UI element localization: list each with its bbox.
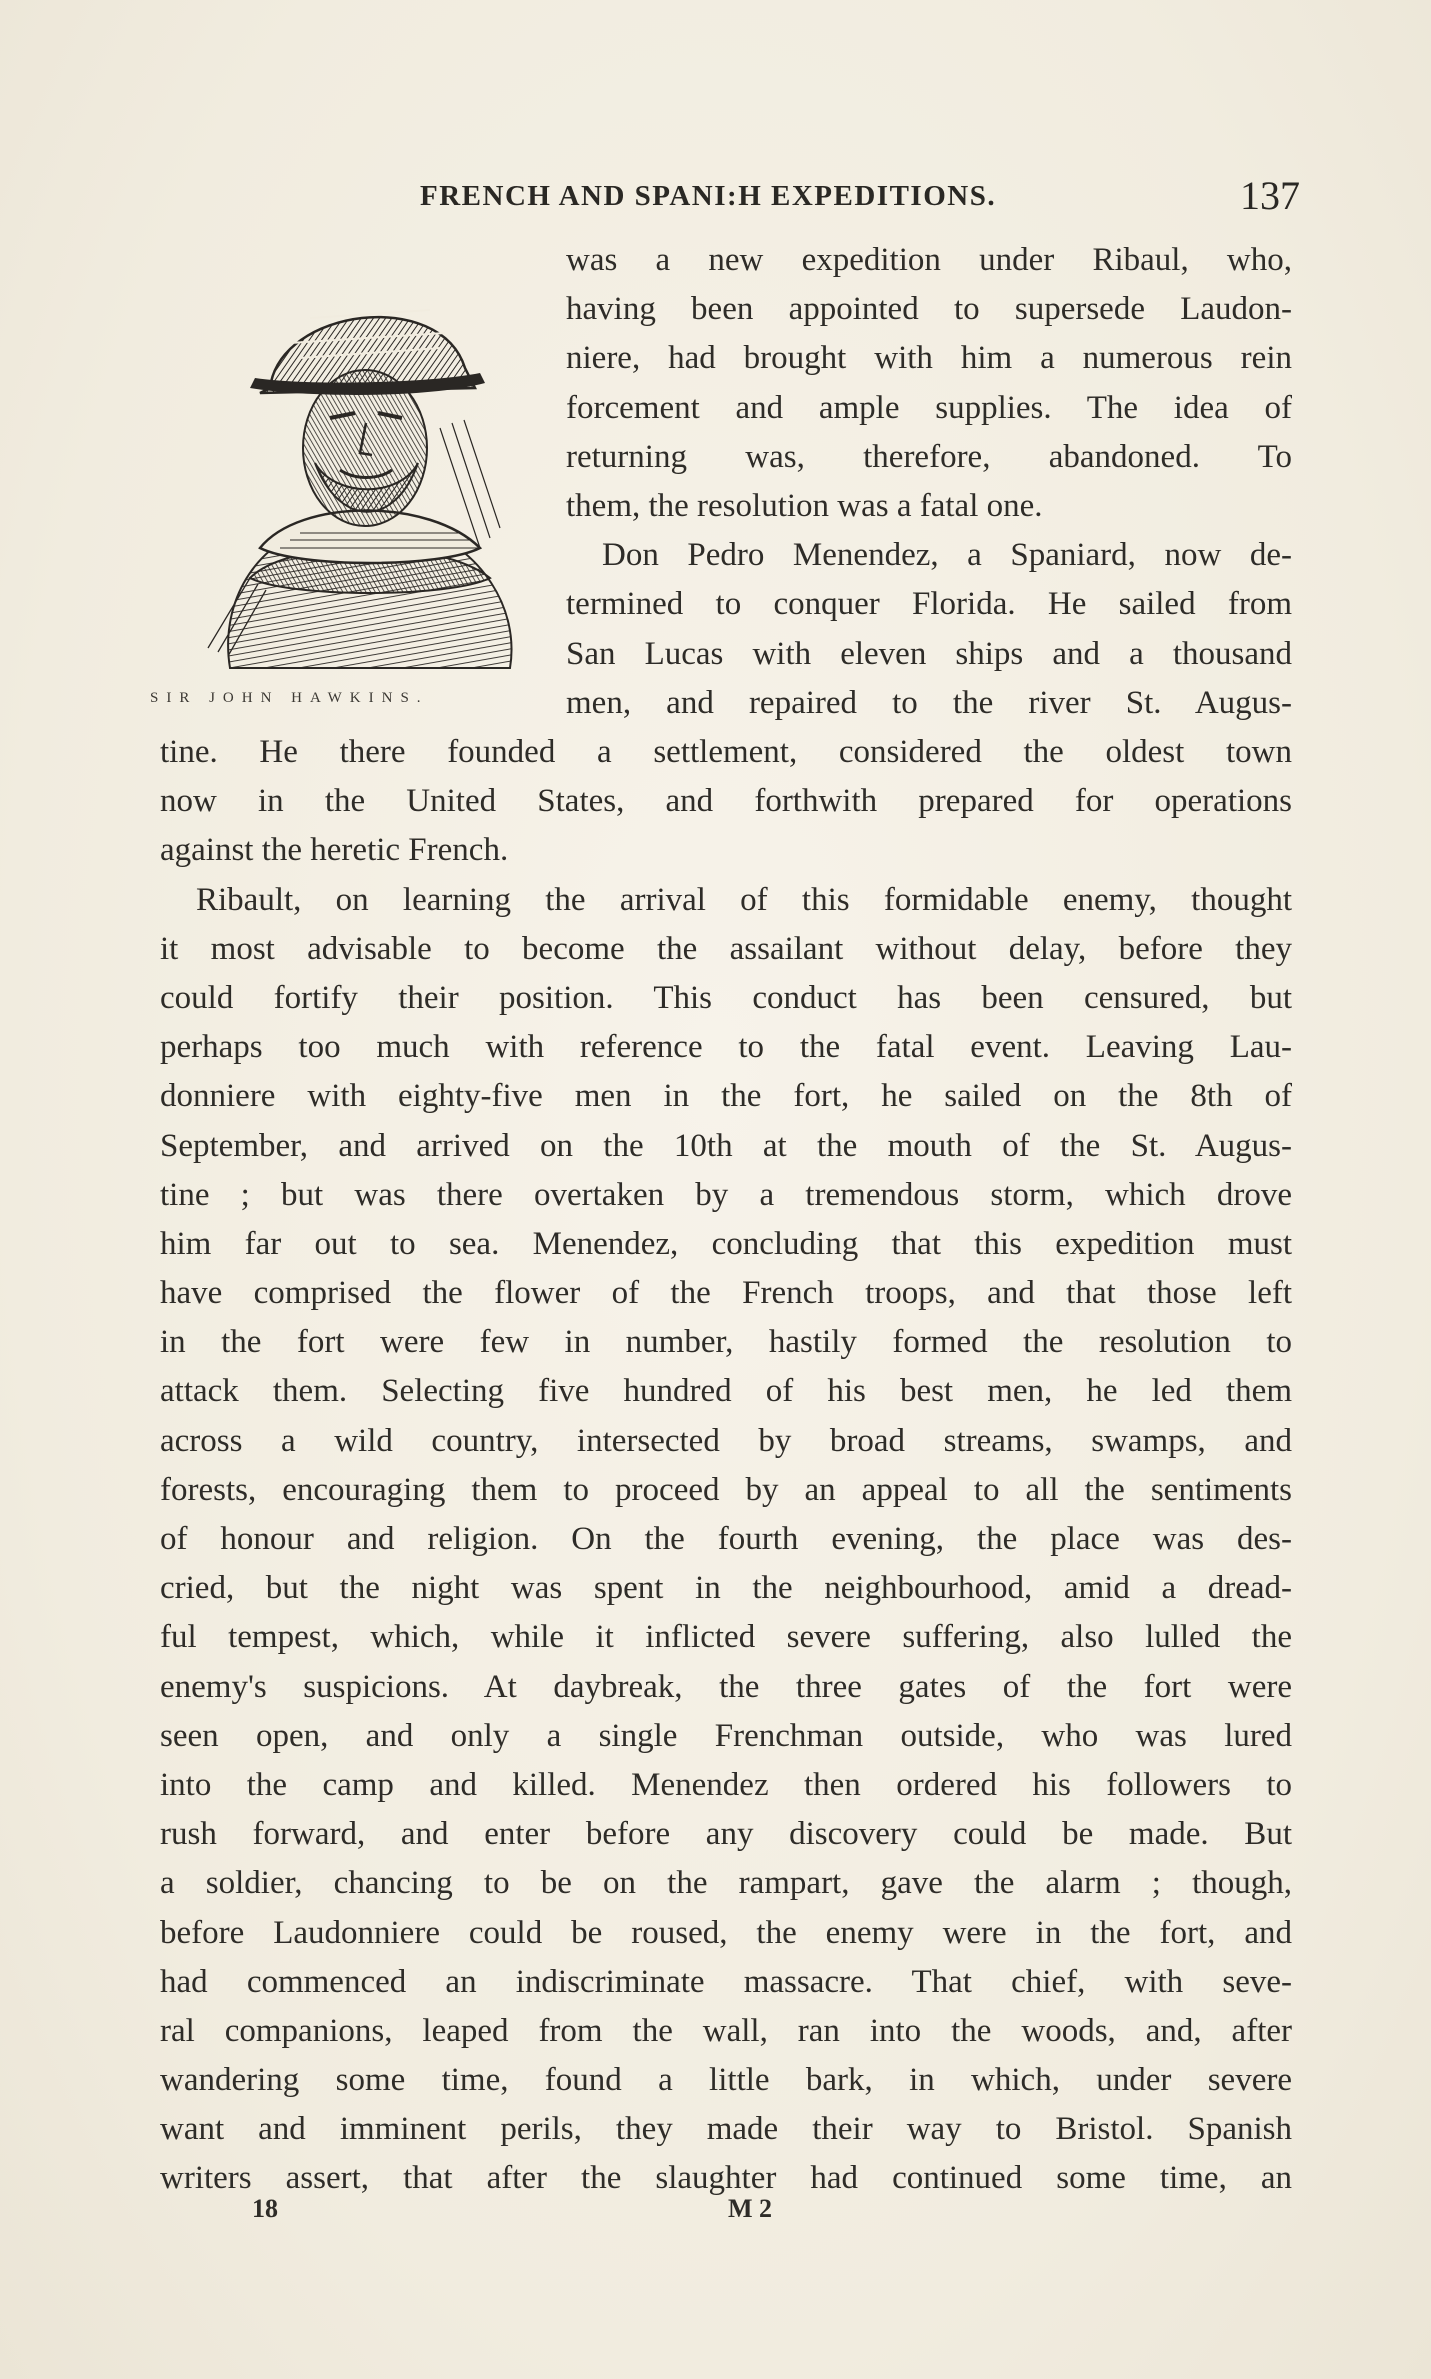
text-line: seen open, and only a single Frenchman outside, who was lured — [160, 1717, 1292, 1754]
text-line: forcement and ample supplies. The idea of — [566, 389, 1292, 426]
text-line: attack them. Selecting five hundred of his best men, he led them — [160, 1373, 1292, 1410]
text-line: September, and arrived on the 10th at the mouth of the St. Augus- — [160, 1127, 1292, 1164]
text-line: across a wild country, intersected by broad streams, swamps, and — [160, 1422, 1292, 1459]
text-line: was a new expedition under Ribaul, who, — [566, 242, 1292, 278]
main-text-block — [160, 728, 1292, 2204]
text-line: enemy's suspicions. At daybreak, the three gates of the fort were — [160, 1668, 1292, 1705]
text-line: it most advisable to become the assailant without delay, before they — [160, 930, 1292, 967]
wrapped-text-block — [566, 236, 1292, 728]
text-line: men, and repaired to the river St. Augus- — [566, 684, 1292, 721]
text-line: wandering some time, found a little bark, in which, under severe — [160, 2062, 1292, 2099]
text-line: perhaps too much with reference to the fatal event. Leaving Lau- — [160, 1029, 1292, 1066]
text-line: tine. He there founded a settlement, considered the oldest town — [160, 734, 1292, 770]
text-line: donniere with eighty-five men in the fort, he sailed on the 8th of — [160, 1078, 1292, 1115]
text-line: now in the United States, and forthwith prepared for operations — [160, 783, 1292, 820]
text-line: returning was, therefore, abandoned. To — [566, 438, 1292, 475]
text-line: into the camp and killed. Menendez then ordered his followers to — [160, 1766, 1292, 1803]
text-line: in the fort were few in number, hastily formed the resolution to — [160, 1324, 1292, 1361]
text-line: Don Pedro Menendez, a Spaniard, now de- — [602, 537, 1292, 574]
text-line: want and imminent perils, they made their way to Bristol. Spanish — [160, 2111, 1292, 2148]
running-title: FRENCH AND SPANI:H EXPEDITIONS. — [420, 180, 997, 212]
text-line: against the heretic French. — [160, 832, 509, 869]
text-line: Ribault, on learning the arrival of this formidable enemy, thought — [196, 881, 1292, 918]
text-line: rush forward, and enter before any discovery could be made. But — [160, 1816, 1292, 1853]
sheet-mark: M 2 — [728, 2194, 773, 2223]
page-number: 137 — [1240, 173, 1300, 218]
text-line: could fortify their position. This conduct has been censured, but — [160, 979, 1292, 1016]
text-line: writers assert, that after the slaughter had continued some time, an — [160, 2160, 1292, 2197]
text-line: termined to conquer Florida. He sailed from — [566, 586, 1292, 623]
text-line: ful tempest, which, while it inflicted severe suffering, also lulled the — [160, 1619, 1292, 1656]
text-line: having been appointed to supersede Laudon- — [566, 291, 1292, 328]
text-line: of honour and religion. On the fourth evening, the place was des- — [160, 1521, 1292, 1557]
text-line: him far out to sea. Menendez, concluding that this expedition must — [160, 1225, 1292, 1262]
text-line: them, the resolution was a fatal one. — [566, 487, 1043, 524]
text-line: San Lucas with eleven ships and a thousand — [566, 635, 1292, 672]
text-line: before Laudonniere could be roused, the enemy were in the fort, and — [160, 1914, 1292, 1951]
page-footer — [252, 2194, 792, 2234]
portrait-engraving — [190, 248, 530, 672]
text-line: ral companions, leaped from the wall, ran into the woods, and, after — [160, 2012, 1292, 2049]
text-line: forests, encouraging them to proceed by an appeal to all the sentiments — [160, 1471, 1292, 1508]
portrait-caption: SIR JOHN HAWKINS. — [150, 690, 429, 706]
text-line: tine ; but was there overtaken by a tremendous storm, which drove — [160, 1176, 1292, 1213]
signature-mark: 18 — [252, 2194, 278, 2223]
text-line: cried, but the night was spent in the neighbourhood, amid a dread- — [160, 1570, 1292, 1607]
text-line: have comprised the flower of the French troops, and that those left — [160, 1275, 1292, 1312]
text-line: niere, had brought with him a numerous rein — [566, 340, 1292, 377]
text-line: had commenced an indiscriminate massacre. That chief, with seve- — [160, 1963, 1292, 2000]
text-line: a soldier, chancing to be on the rampart, gave the alarm ; though, — [160, 1865, 1292, 1902]
running-head — [420, 172, 1300, 224]
